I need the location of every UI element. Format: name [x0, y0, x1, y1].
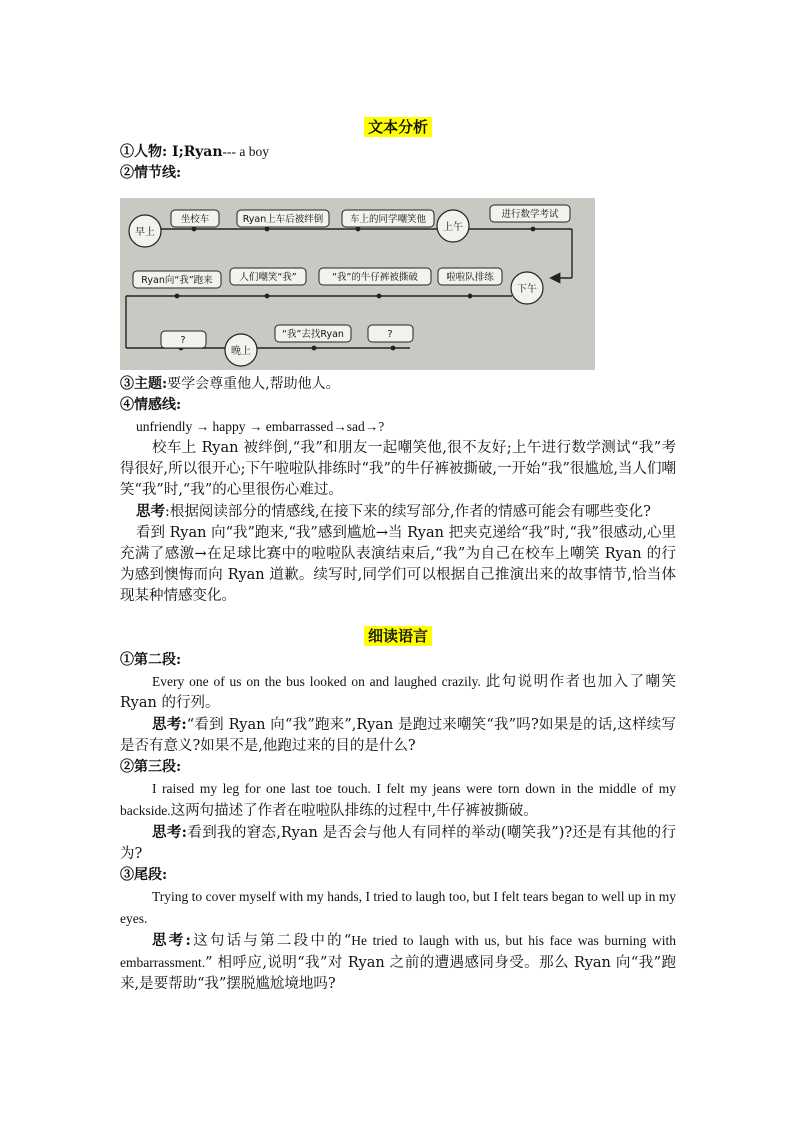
plot-label: ②情节线:: [120, 165, 182, 181]
think-1: 思考:根据阅读部分的情感线,在接下来的续写部分,作者的情感可能会有哪些变化?: [136, 503, 651, 520]
box-math: 进行数学考试: [501, 209, 559, 220]
content-column: [120, 116, 676, 995]
box-trip: Ryan上车后被绊倒: [242, 214, 324, 225]
time-forenoon: 上午: [443, 222, 463, 233]
plot-diagram: [120, 198, 595, 370]
characters-line: ①人物: I;Ryan--- a boy: [120, 144, 270, 160]
box-cheer: 啦啦队排练: [446, 272, 494, 283]
end-think: 思考:这句话与第二段中的“He tried to laugh with us, but his face was burning with embarrassment.” 相呼应,说明“我”对 Ryan 之前的遭遇感同身受。那么 Ryan 向“我”跑来,是要帮助“我”摆脱尴尬境地吗?: [120, 932, 676, 992]
box-bus: 坐校车: [180, 214, 210, 225]
p2-content: Every one of us on the bus looked on and laughed crazily. 此句说明作者也加入了嘲笑 Ryan 的行列。: [120, 674, 677, 711]
box-jeans: “我”的牛仔裤被撕破: [332, 272, 418, 283]
box-question-1: ?: [180, 335, 186, 346]
box-ryan-run: Ryan向“我”跑来: [141, 275, 213, 286]
section-title-close-reading: 细读语言: [120, 625, 676, 646]
paragraph-analysis-1: 校车上 Ryan 被绊倒,“我”和朋友一起嘲笑他,很不友好;上午进行数学测试“我”考得很好,所以很开心;下午啦啦队排练时“我”的牛仔裤被撕破,一开始“我”很尴尬,当人们嘲笑“我”时,“我”的心里很伤心难过。: [120, 440, 676, 498]
p2-think: 思考:“看到 Ryan 向“我”跑来”,Ryan 是跑过来嘲笑“我”吗?如果是的话,这样续写是否有意义?如果不是,他跑过来的目的是什么?: [120, 716, 676, 754]
section-title-text-analysis: 文本分析: [120, 116, 676, 137]
p3-think: 思考:看到我的窘态,Ryan 是否会与他人有同样的举动(嘲笑我”)?还是有其他的行为?: [120, 824, 676, 862]
box-people: 人们嘲笑“我”: [239, 272, 297, 283]
box-find-ryan: “我”去找Ryan: [282, 329, 344, 340]
box-question-2: ?: [387, 329, 393, 340]
end-label: ③尾段:: [120, 867, 168, 883]
time-afternoon: 下午: [517, 284, 537, 295]
end-content: Trying to cover myself with my hands, I tried to laugh too, but I felt tears began to well up in my eyes.: [120, 889, 676, 926]
emotion-line: unfriendly → happy → embarrassed→sad→?: [136, 419, 385, 434]
p3-content: I raised my leg for one last toe touch. I felt my jeans were torn down in the middle of my backside.这两句描述了作者在啦啦队排练的过程中,牛仔裤被撕破。: [120, 781, 676, 819]
box-laugh: 车上的同学嘲笑他: [349, 214, 427, 225]
emotion-label: ④情感线:: [120, 397, 182, 413]
p2-label: ①第二段:: [120, 652, 182, 668]
theme-line: ③主题:要学会尊重他人,帮助他人。: [120, 376, 340, 392]
paragraph-analysis-2: 看到 Ryan 向“我”跑来,“我”感到尴尬→当 Ryan 把夹克递给“我”时,“我”很感动,心里充满了感激→在足球比赛中的啦啦队表演结束后,“我”为自己在校车上嘲笑 Ryan 的行为感到懊悔而向 Ryan 道歉。续写时,同学们可以根据自己推演出来的故事情节,恰当体现某种情感变化。: [120, 525, 676, 604]
time-evening: 晚上: [231, 346, 251, 357]
p3-label: ②第三段:: [120, 759, 182, 775]
time-morning: 早上: [135, 227, 155, 238]
